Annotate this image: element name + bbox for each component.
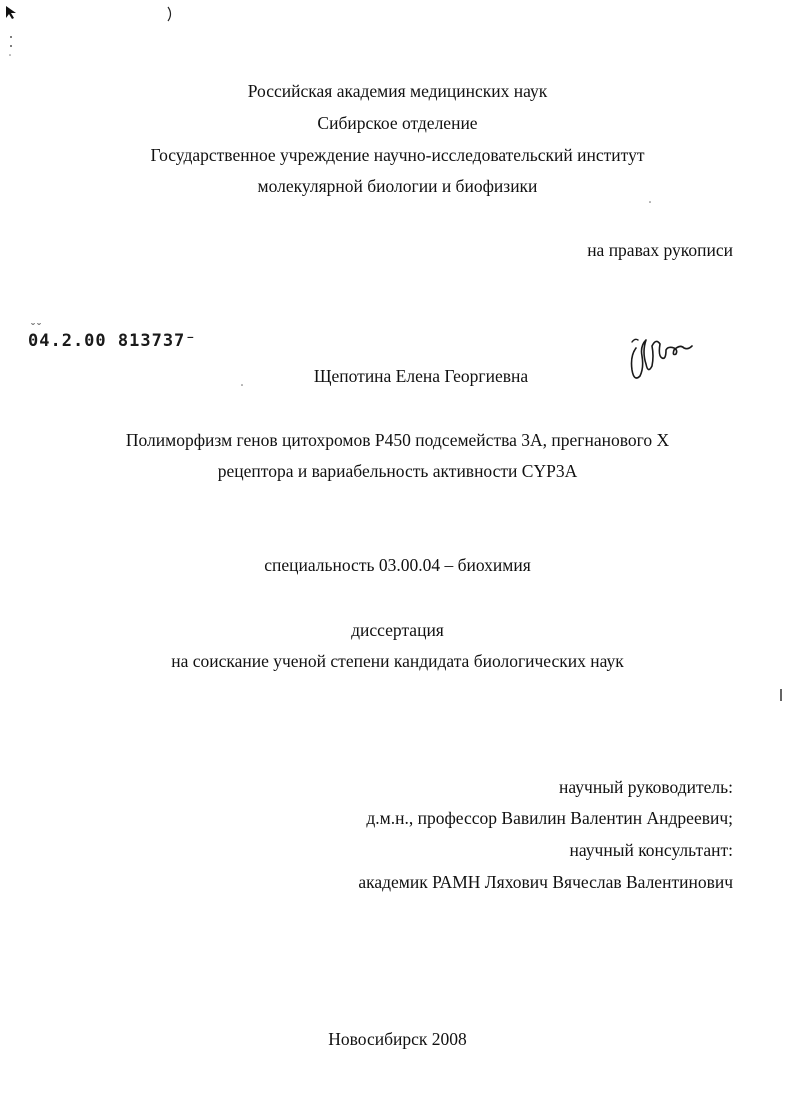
- dissertation-title-line-2: рецептора и вариабельность активности CYP3A: [217, 461, 578, 481]
- scan-bracket-mark-icon: [166, 6, 174, 22]
- consultant-name: академик РАМН Ляхович Вячеслав Валентинович: [358, 872, 733, 892]
- header-branch: Сибирское отделение: [317, 113, 478, 133]
- author-name: Щепотина Елена Георгиевна: [313, 366, 529, 386]
- header-institution: Государственное учреждение научно-исследовательский институт: [150, 145, 645, 165]
- stamp-accent-icon: ˘˘: [30, 323, 43, 334]
- city-year: Новосибирск 2008: [328, 1029, 467, 1049]
- degree-type: диссертация: [351, 620, 444, 640]
- scan-corner-mark-icon: [4, 4, 20, 20]
- degree-description: на соискание ученой степени кандидата биологических наук: [171, 651, 624, 671]
- stamp-dash-icon: ⁻: [185, 331, 197, 351]
- scan-speck-icon: [648, 200, 652, 204]
- archive-stamp: [28, 323, 197, 351]
- header-academy: Российская академия медицинских наук: [247, 81, 548, 101]
- supervisor-name: д.м.н., профессор Вавилин Валентин Андреевич;: [366, 808, 733, 828]
- header-institute-field: молекулярной биологии и биофизики: [257, 176, 538, 196]
- archive-stamp-number: 04.2.00 813737: [28, 331, 186, 351]
- scan-dot-mark-icon: [8, 34, 14, 58]
- manuscript-note: на правах рукописи: [587, 240, 733, 260]
- specialty: специальность 03.00.04 – биохимия: [264, 555, 531, 575]
- scan-tick-mark-icon: [779, 688, 783, 702]
- dissertation-title-line-1: Полиморфизм генов цитохромов P450 подсемейства 3А, прегнанового X: [125, 430, 670, 450]
- supervisor-label: научный руководитель:: [559, 777, 733, 797]
- consultant-label: научный консультант:: [569, 840, 733, 860]
